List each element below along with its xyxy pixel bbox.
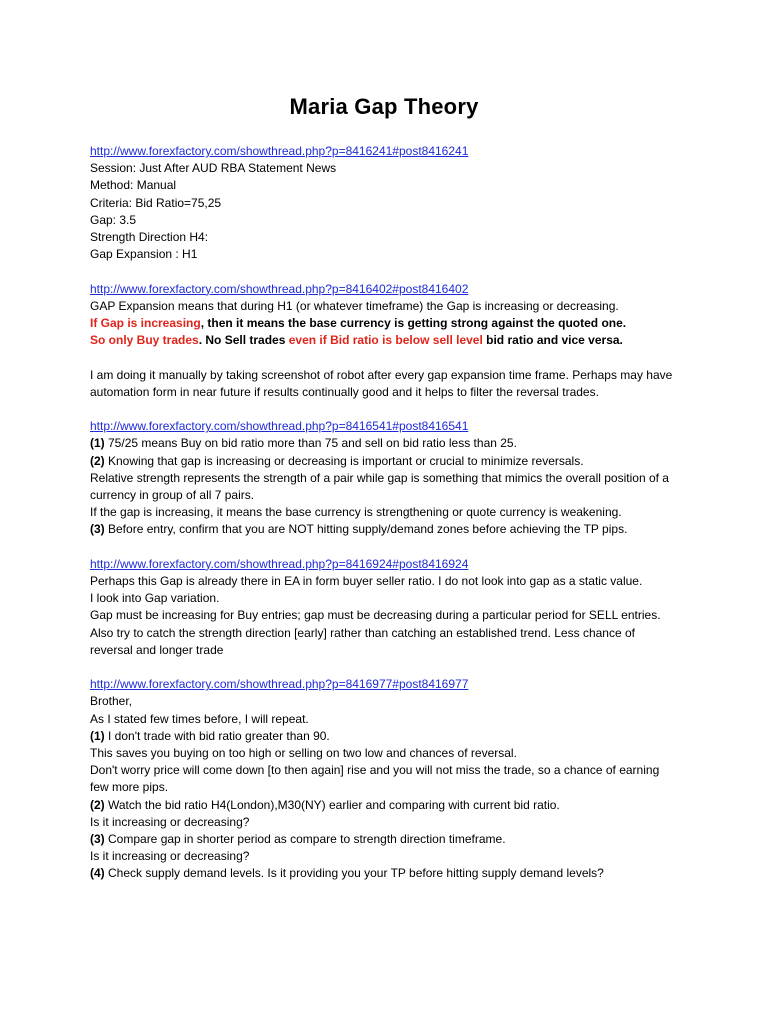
- section-1: [90, 143, 680, 263]
- thread-link-2[interactable]: http://www.forexfactory.com/showthread.php?p=8416402#post8416402: [90, 281, 469, 296]
- ea-gap-text: Perhaps this Gap is already there in EA in form buyer seller ratio. I do not look into gap as a static value.: [90, 574, 643, 589]
- section-3: [90, 367, 680, 401]
- point-4: (4) Check supply demand levels. Is it providing you your TP before hitting supply demand levels?: [90, 866, 604, 881]
- point-2: (2) Watch the bid ratio H4(London),M30(NY) earlier and comparing with current bid ratio.: [90, 797, 560, 812]
- point-1: (1) 75/25 means Buy on bid ratio more than 75 and sell on bid ratio less than 25.: [90, 436, 517, 451]
- point-3: (3) Before entry, confirm that you are NOT hitting supply/demand zones before achieving the TP pips.: [90, 522, 628, 537]
- point-number: (4): [90, 866, 105, 881]
- gap-variation-text: I look into Gap variation.: [90, 591, 220, 606]
- section-4: [90, 418, 680, 538]
- buy-trades-rule: So only Buy trades. No Sell trades even if Bid ratio is below sell level bid ratio and vice versa.: [90, 333, 623, 348]
- session-line: Session: Just After AUD RBA Statement News: [90, 161, 337, 176]
- document-body: [90, 143, 680, 900]
- strength-direction-text: Also try to catch the strength direction [early] rather than catching an established trend. Less chance of reversal and longer trade: [90, 625, 635, 657]
- point-number: (1): [90, 728, 105, 743]
- relative-strength-text: Relative strength represents the strength of a pair while gap is something that mimics the overall position of a currency in group of all 7 pairs.: [90, 470, 669, 503]
- savings-text: This saves you buying on too high or selling on two low and chances of reversal.: [90, 746, 517, 761]
- thread-link-5[interactable]: http://www.forexfactory.com/showthread.php?p=8416977#post8416977: [90, 677, 469, 692]
- thread-link-3[interactable]: http://www.forexfactory.com/showthread.php?p=8416541#post8416541: [90, 419, 469, 434]
- criteria-line: Criteria: Bid Ratio=75,25: [90, 195, 222, 210]
- intro-text: As I stated few times before, I will repeat.: [90, 711, 309, 726]
- price-text: Don't worry price will come down [to then again] rise and you will not miss the trade, so a chance of earning few more pips.: [90, 763, 660, 795]
- highlight-text: So only Buy trades: [90, 333, 199, 348]
- section-6: [90, 676, 680, 882]
- point-number: (1): [90, 436, 105, 451]
- highlight-text: even if Bid ratio is below sell level: [288, 333, 483, 348]
- gap-increasing-text: If the gap is increasing, it means the base currency is strengthening or quote currency is weakening.: [90, 505, 622, 520]
- point-number: (2): [90, 453, 105, 468]
- point-number: (3): [90, 522, 105, 537]
- method-line: Method: Manual: [90, 178, 177, 193]
- question-text: Is it increasing or decreasing?: [90, 814, 250, 829]
- entry-rule-text: Gap must be increasing for Buy entries; gap must be decreasing during a particular period for SELL entries.: [90, 608, 661, 623]
- section-2: [90, 281, 680, 350]
- point-2: (2) Knowing that gap is increasing or decreasing is important or crucial to minimize reversals.: [90, 453, 584, 468]
- manual-method-paragraph: I am doing it manually by taking screenshot of robot after every gap expansion time frame. Perhaps may have automation form in near future if results continually good and it helps to filter the reversal trades.: [90, 367, 673, 399]
- increasing-rule: If Gap is increasing, then it means the base currency is getting strong against the quoted one.: [90, 316, 627, 331]
- thread-link-1[interactable]: http://www.forexfactory.com/showthread.php?p=8416241#post8416241: [90, 144, 469, 158]
- thread-link-4[interactable]: http://www.forexfactory.com/showthread.php?p=8416924#post8416924: [90, 556, 469, 571]
- highlight-text: If Gap is increasing: [90, 316, 201, 331]
- question-text: Is it increasing or decreasing?: [90, 849, 250, 864]
- greeting: Brother,: [90, 694, 133, 709]
- gap-expansion-definition: GAP Expansion means that during H1 (or whatever timeframe) the Gap is increasing or decreasing.: [90, 298, 619, 313]
- point-number: (3): [90, 832, 105, 847]
- point-3: (3) Compare gap in shorter period as compare to strength direction timeframe.: [90, 832, 506, 847]
- gap-expansion-line: Gap Expansion : H1: [90, 247, 198, 262]
- section-5: [90, 556, 680, 659]
- strength-direction-line: Strength Direction H4:: [90, 230, 209, 245]
- gap-line: Gap: 3.5: [90, 212, 137, 227]
- document-title: Maria Gap Theory: [289, 94, 479, 119]
- point-number: (2): [90, 797, 105, 812]
- point-1: (1) I don't trade with bid ratio greater than 90.: [90, 728, 330, 743]
